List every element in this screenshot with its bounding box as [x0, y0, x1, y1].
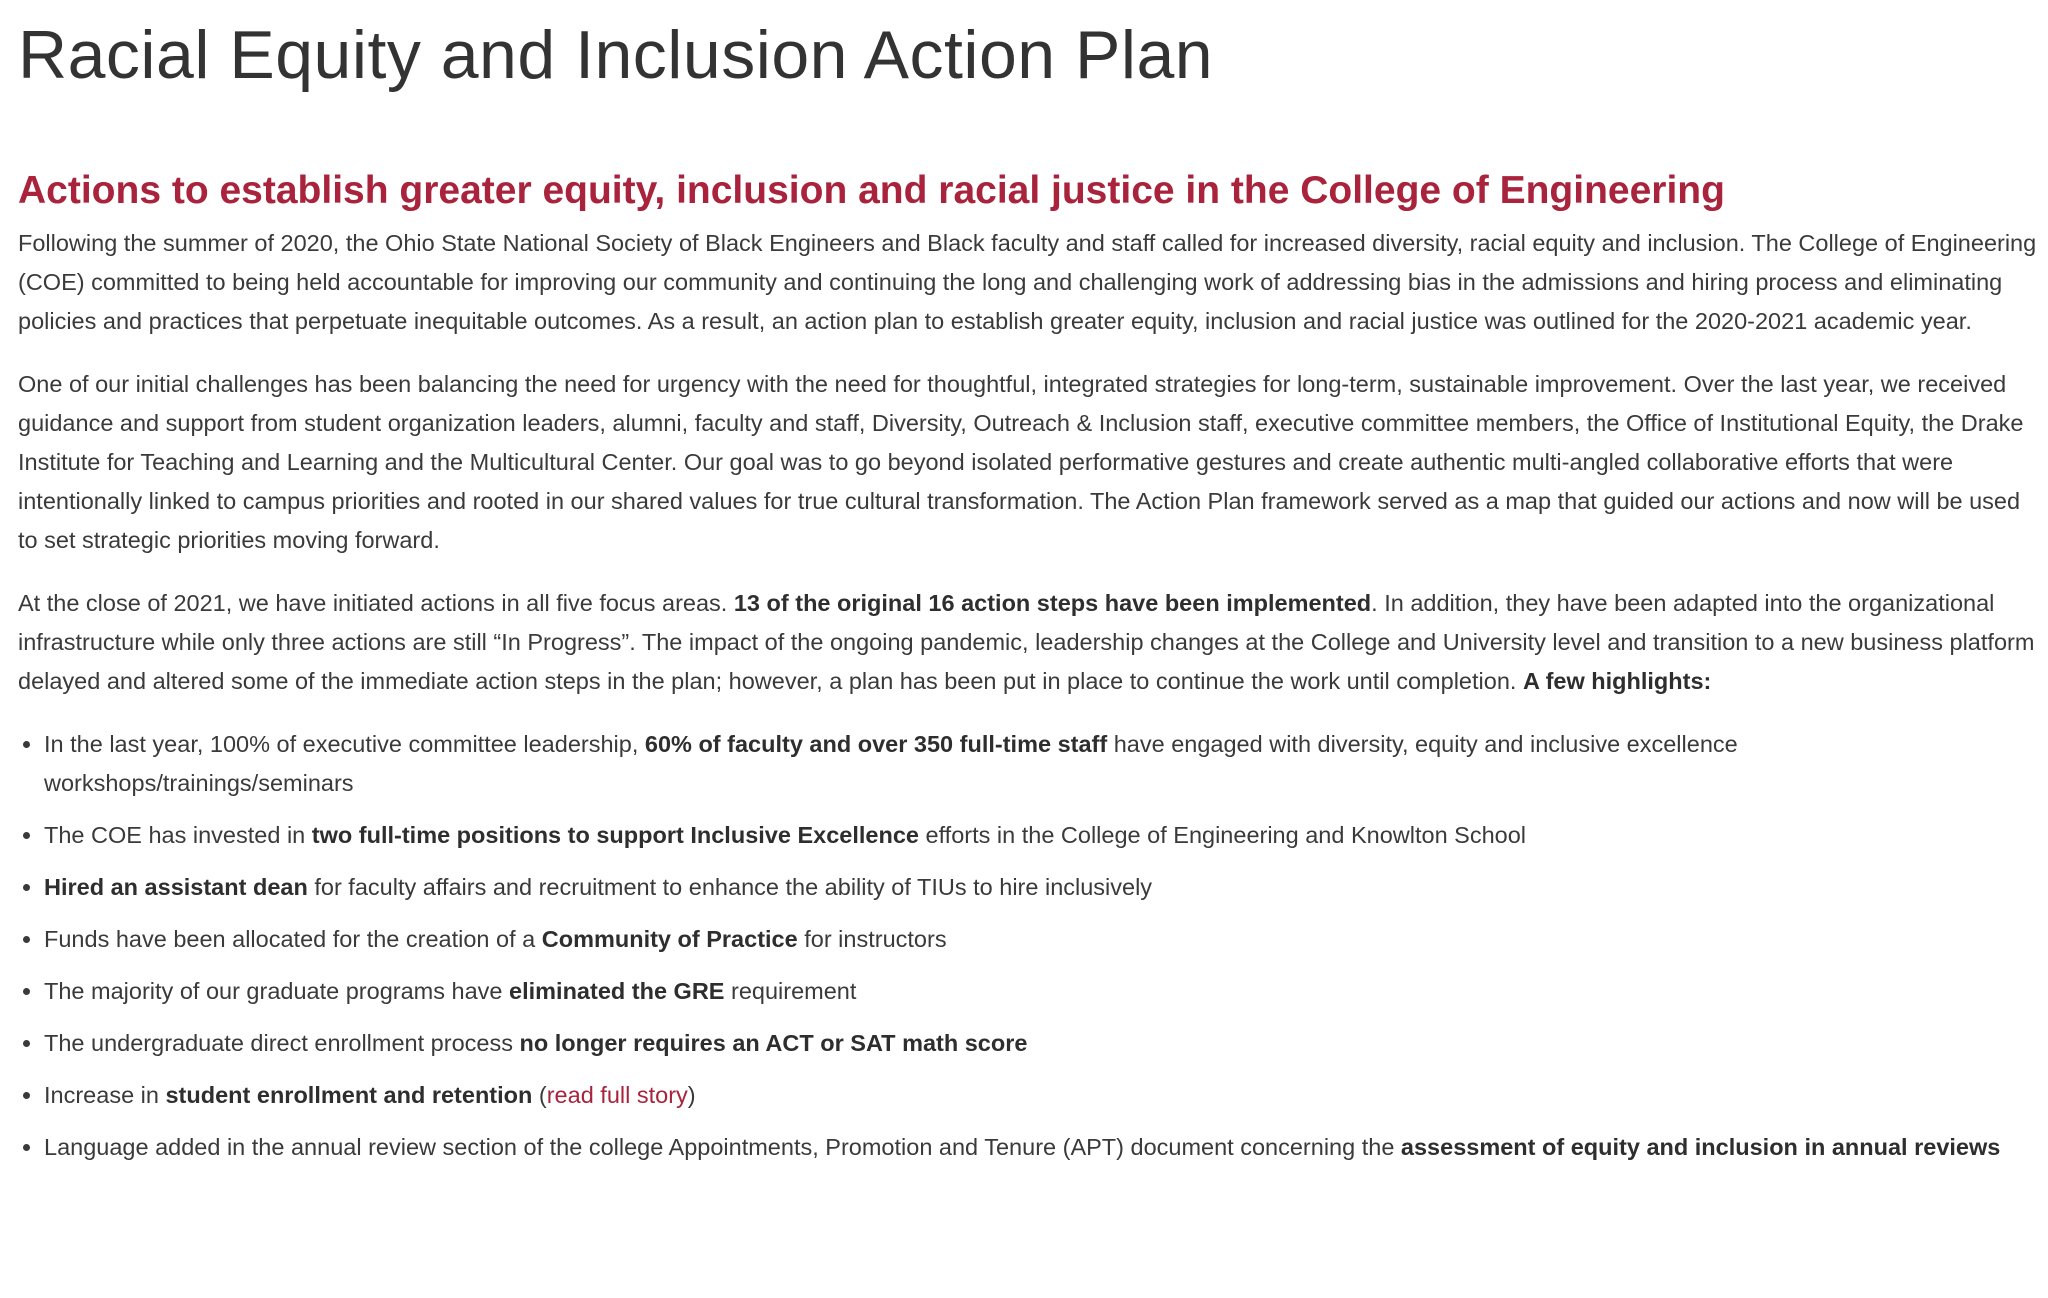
item-bold: 60% of faculty and over 350 full-time staff [644, 731, 1108, 757]
item-text: The COE has invested in [44, 822, 312, 848]
bullet-icon [23, 1092, 30, 1099]
progress-paragraph [18, 584, 2038, 701]
item-bold: eliminated the GRE [509, 978, 725, 1004]
bullet-icon [23, 988, 30, 995]
item-text: The undergraduate direct enrollment process [44, 1030, 520, 1056]
bullet-icon [23, 741, 30, 748]
bullet-icon [23, 1040, 30, 1047]
item-text: efforts in the College of Engineering and Knowlton School [918, 822, 1527, 848]
intro-paragraph: Following the summer of 2020, the Ohio State National Society of Black Engineers and Black faculty and staff called for increased diversity, racial equity and inclusion. The College of Engineering (COE) committed to being held accountable for improving our community and continuing the long and challenging work of addressing bias in the admissions and hiring process and eliminating policies and practices that perpetuate inequitable outcomes. As a result, an action plan to establish greater equity, inclusion and racial justice was outlined for the 2020-2021 academic year. [18, 230, 2037, 334]
item-text: requirement [724, 978, 857, 1004]
bullet-icon [23, 832, 30, 839]
item-bold: assessment of equity and inclusion in annual reviews [1400, 1134, 2001, 1160]
list-item [44, 1076, 2038, 1115]
list-item [44, 868, 2038, 907]
bullet-icon [23, 936, 30, 943]
highlights-list [18, 725, 2038, 1167]
item-text: for faculty affairs and recruitment to enhance the ability of TIUs to hire inclusively [307, 874, 1153, 900]
item-text: Funds have been allocated for the creation of a [44, 926, 542, 952]
list-item [44, 725, 2038, 803]
item-text: for instructors [797, 926, 947, 952]
item-bold: Hired an assistant dean [44, 874, 308, 900]
item-text: ( [532, 1082, 547, 1108]
read-full-story-link[interactable]: read full story [546, 1082, 688, 1108]
item-text: have engaged with diversity, equity and inclusive excellence workshops/trainings/seminars [44, 731, 1738, 796]
item-text: ) [687, 1082, 696, 1108]
item-text: Increase in [44, 1082, 166, 1108]
list-item [44, 1024, 2038, 1063]
highlights-intro: A few highlights: [1522, 668, 1712, 694]
page-title: Racial Equity and Inclusion Action Plan [18, 17, 1214, 93]
item-bold: student enrollment and retention [165, 1082, 533, 1108]
bullet-icon [23, 884, 30, 891]
item-bold: no longer requires an ACT or SAT math score [519, 1030, 1028, 1056]
list-item [44, 1128, 2038, 1167]
item-bold: two full-time positions to support Inclusive Excellence [311, 822, 919, 848]
progress-text-2: . In addition, they have been adapted into the organizational infrastructure while only three actions are still “In Progress”. The impact of the ongoing pandemic, leadership changes at the College and University level and transition to a new business platform delayed and altered some of the immediate action steps in the plan; however, a plan has been put in place to continue the work until completion. [18, 590, 2035, 694]
progress-bold-1: 13 of the original 16 action steps have been implemented [733, 590, 1372, 616]
list-item [44, 972, 2038, 1011]
challenges-paragraph: One of our initial challenges has been balancing the need for urgency with the need for thoughtful, integrated strategies for long-term, sustainable improvement. Over the last year, we received guidance and support from student organization leaders, alumni, faculty and staff, Diversity, Outreach & Inclusion staff, executive committee members, the Office of Institutional Equity, the Drake Institute for Teaching and Learning and the Multicultural Center. Our goal was to go beyond isolated performative gestures and create authentic multi-angled collaborative efforts that were intentionally linked to campus priorities and rooted in our shared values for true cultural transformation. The Action Plan framework served as a map that guided our actions and now will be used to set strategic priorities moving forward. [18, 371, 2024, 553]
item-text: In the last year, 100% of executive committee leadership, [44, 731, 645, 757]
item-text: Language added in the annual review section of the college Appointments, Promotion and Tenure (APT) document concerning the [44, 1134, 1401, 1160]
progress-text-1: At the close of 2021, we have initiated actions in all five focus areas. [18, 590, 734, 616]
item-text: The majority of our graduate programs have [44, 978, 510, 1004]
section-subtitle: Actions to establish greater equity, inclusion and racial justice in the College of Engineering [18, 169, 1725, 212]
list-item [44, 920, 2038, 959]
bullet-icon [23, 1144, 30, 1151]
item-bold: Community of Practice [541, 926, 798, 952]
list-item [44, 816, 2038, 855]
